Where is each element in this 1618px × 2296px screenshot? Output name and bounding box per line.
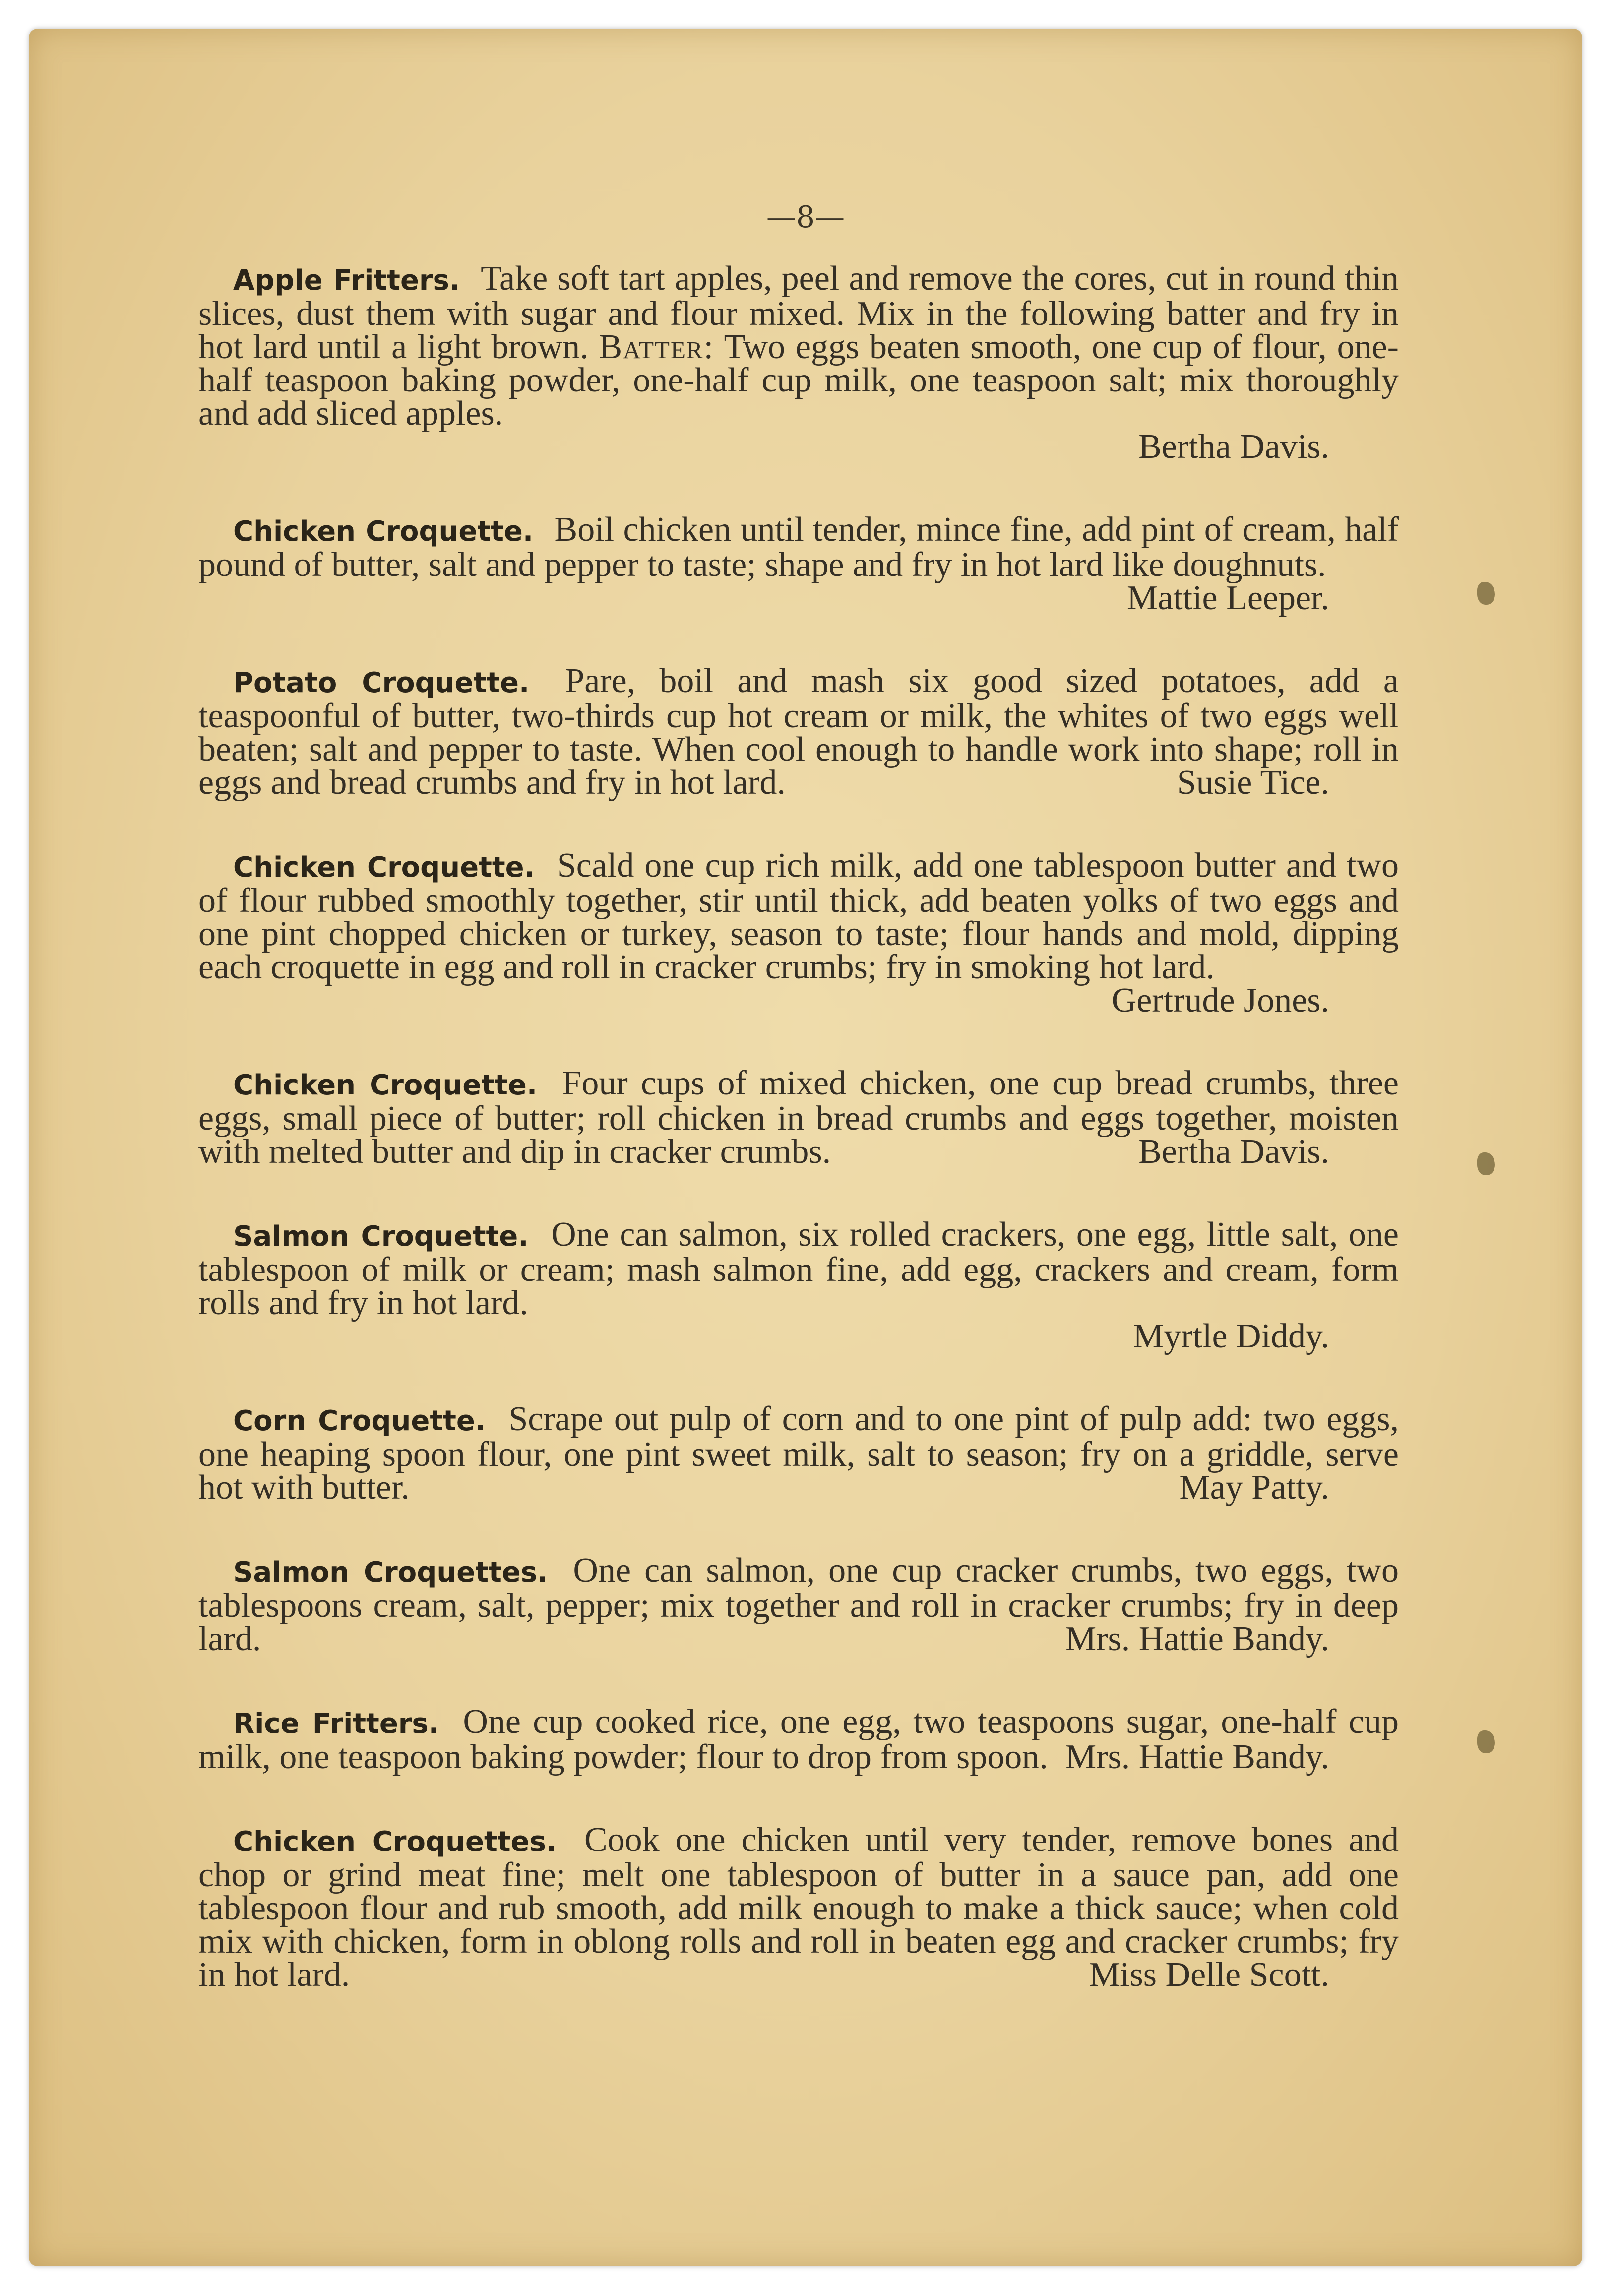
recipe xyxy=(198,1821,1399,1994)
recipe-title: Rice Fritters. xyxy=(233,1708,439,1740)
recipe-text: Pare, boil and mash six good sized potatoes, add a teaspoonful of butter, two-thirds cup hot cream or milk, the whites of two eggs well beaten; salt and pepper to taste. When cool enough to handle work into shape; roll in eggs and bread crumbs and fry in hot lard. xyxy=(198,662,1399,802)
recipe xyxy=(198,846,1399,1020)
recipe-title: Chicken Croquette. xyxy=(233,515,534,548)
recipe-text: One can salmon, six rolled crackers, one egg, little salt, one tablespoon of milk or cream; mash salmon fine, add egg, crackers and cream, form rolls and fry in hot lard. xyxy=(198,1215,1399,1322)
recipe-author: Mrs. Hattie Bandy. xyxy=(1065,1620,1329,1658)
recipe-text: Take soft tart apples, peel and remove the cores, cut in round thin slices, dust them with sugar and flour mixed. Mix in the following batter and fry in hot lard until a light brown. xyxy=(198,259,1399,366)
recipe-title: Salmon Croquettes. xyxy=(233,1556,548,1589)
recipe-text: Four cups of mixed chicken, one cup bread crumbs, three eggs, small piece of butter; roll chicken in bread crumbs and eggs together, moisten with melted butter and dip in cracker crumbs. xyxy=(198,1064,1399,1171)
recipe-author: Bertha Davis. xyxy=(1138,1133,1329,1171)
recipe-author: Bertha Davis. xyxy=(1138,428,1329,466)
recipe-author: May Patty. xyxy=(1179,1468,1329,1507)
recipe-title: Chicken Croquette. xyxy=(233,1069,538,1101)
recipe xyxy=(198,662,1399,802)
recipe-title: Apple Fritters. xyxy=(233,264,460,297)
recipe xyxy=(198,259,1399,466)
page-number: —8— xyxy=(766,200,845,235)
recipe-text: Cook one chicken until very tender, remove bones and chop or grind meat fine; melt one tablespoon of butter in a sauce pan, add one tablespoon flour and rub smooth, add milk enough to make a thick sauce; when cold mix with chicken, form in oblong rolls and roll in beaten egg and cracker crumbs; fry in hot lard. xyxy=(198,1821,1399,1994)
recipe-author: Mattie Leeper. xyxy=(1126,579,1329,617)
recipe xyxy=(198,510,1399,617)
recipe xyxy=(198,1215,1399,1355)
recipe-author: Susie Tice. xyxy=(1177,764,1329,802)
recipe-text: Scrape out pulp of corn and to one pint of pulp add: two eggs, one heaping spoon flour, one pint sweet milk, salt to season; fry on a griddle, serve hot with butter. xyxy=(198,1400,1399,1507)
recipe-title: Chicken Croquettes. xyxy=(233,1826,557,1858)
recipe-title: Potato Croquette. xyxy=(233,667,530,699)
recipe-emphasis: Batter: xyxy=(599,328,715,366)
recipe-title: Chicken Croquette. xyxy=(233,851,535,884)
binding-mark xyxy=(1477,1730,1495,1753)
recipe-text: One can salmon, one cup cracker crumbs, two eggs, two tablespoons cream, salt, pepper; mix together and roll in cracker crumbs; fry in deep lard. xyxy=(198,1551,1399,1658)
recipe xyxy=(198,1705,1399,1774)
recipe-author: Myrtle Diddy. xyxy=(1133,1317,1329,1355)
recipe-text: Boil chicken until tender, mince fine, add pint of cream, half pound of butter, salt and pepper to taste; shape and fry in hot lard like doughnuts. xyxy=(198,510,1399,584)
recipe xyxy=(198,1551,1399,1658)
recipe-author: Miss Delle Scott. xyxy=(1089,1956,1329,1994)
book-page xyxy=(29,29,1582,2266)
binding-mark xyxy=(1477,582,1495,605)
recipe-title: Corn Croquette. xyxy=(233,1405,486,1437)
recipe-author: Gertrude Jones. xyxy=(1111,981,1329,1020)
binding-mark xyxy=(1477,1152,1495,1175)
recipe-text: One cup cooked rice, one egg, two teaspoons sugar, one-half cup milk, one teaspoon baking powder; flour to drop from spoon. xyxy=(198,1703,1399,1776)
recipe xyxy=(198,1400,1399,1507)
recipe xyxy=(198,1064,1399,1171)
recipe-author: Mrs. Hattie Bandy. xyxy=(1065,1738,1329,1776)
recipe-title: Salmon Croquette. xyxy=(233,1220,529,1253)
recipe-text: Scald one cup rich milk, add one tablespoon butter and two of flour rubbed smoothly together, stir until thick, add beaten yolks of two eggs and one pint chopped chicken or turkey, season to taste; flour hands and mold, dipping each croquette in egg and roll in cracker crumbs; fry in smoking hot lard. xyxy=(198,846,1399,986)
recipe-text: Two eggs beaten smooth, one cup of flour, one-half teaspoon baking powder, one-half cup milk, one teaspoon salt; mix thoroughly and add sliced apples. xyxy=(198,328,1399,433)
recipe-list xyxy=(198,259,1399,2041)
